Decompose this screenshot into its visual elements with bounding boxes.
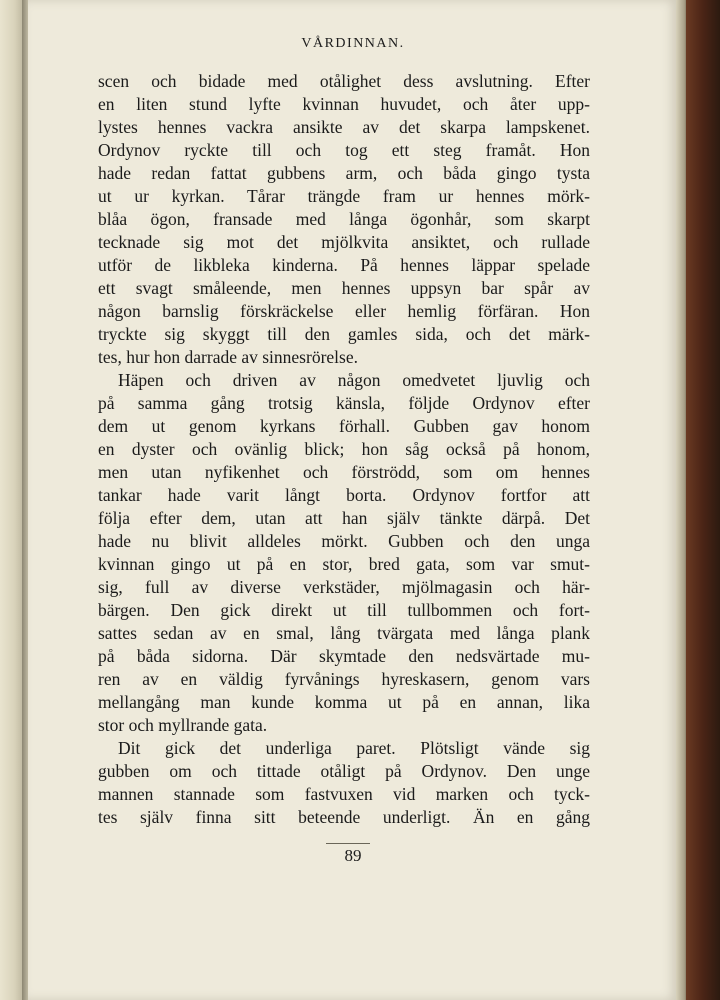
text-line: lystes hennes vackra ansikte av det skarpa lampskenet. [98, 117, 590, 137]
text-line: men utan nyfikenhet och förströdd, som om hennes [98, 462, 590, 482]
text-line: hade redan fattat gubbens arm, och båda gingo tysta [98, 163, 590, 183]
facing-page-edge [0, 0, 24, 1000]
text-line: tryckte sig skyggt till den gamles sida, och det märk- [98, 324, 590, 344]
running-head: VÅRDINNAN. [301, 36, 405, 51]
page-number: 89 [344, 846, 362, 865]
body-text [98, 70, 590, 829]
text-line: tes, hur hon darrade av sinnesrörelse. [98, 347, 358, 367]
text-line: tecknade sig mot det mjölkvita ansiktet, och rullade [98, 232, 590, 252]
text-line: Ordynov ryckte till och tog ett steg framåt. Hon [98, 140, 590, 160]
text-line: Dit gick det underliga paret. Plötsligt vände sig [118, 738, 590, 758]
text-line: ett svagt småleende, men hennes uppsyn bar spår av [98, 278, 590, 298]
text-line: mellangång man kunde komma ut på en annan, lika [98, 692, 590, 712]
text-line: scen och bidade med otålighet dess avslutning. Efter [98, 71, 590, 91]
text-line: tes själv finna sitt beteende underligt. Än en gång [98, 807, 590, 827]
text-line: mannen stannade som fastvuxen vid marken och tyck- [98, 784, 590, 804]
text-line: hade nu blivit alldeles mörkt. Gubben och den unga [98, 531, 590, 551]
text-line: utför de likbleka kinderna. På hennes läppar spelade [98, 255, 590, 275]
text-line: Häpen och driven av någon omedvetet ljuvlig och [118, 370, 590, 390]
text-line: sig, full av diverse verkstäder, mjölmagasin och här- [98, 577, 590, 597]
text-line: på båda sidorna. Där skymtade den nedsvärtade mu- [98, 646, 590, 666]
text-line: ren av en väldig fyrvånings hyreskasern, genom vars [98, 669, 590, 689]
book-cover-edge [686, 0, 720, 1000]
text-line: gubben om och tittade otåligt på Ordynov. Den unge [98, 761, 590, 781]
text-line: bärgen. Den gick direkt ut till tullbommen och fort- [98, 600, 590, 620]
book-page [28, 0, 678, 1000]
text-line: på samma gång trotsig känsla, följde Ordynov efter [98, 393, 590, 413]
text-line: ut ur kyrkan. Tårar trängde fram ur hennes mörk- [98, 186, 590, 206]
folio-rule [326, 843, 370, 844]
text-line: tankar hade varit långt borta. Ordynov fortfor att [98, 485, 590, 505]
text-line: en liten stund lyfte kvinnan huvudet, och åter upp- [98, 94, 590, 114]
text-line: sattes sedan av en smal, lång tvärgata med långa plank [98, 623, 590, 643]
text-line: någon barnslig förskräckelse eller hemlig förfäran. Hon [98, 301, 590, 321]
text-line: följa efter dem, utan att han själv tänkte därpå. Det [98, 508, 590, 528]
text-line: stor och myllrande gata. [98, 715, 268, 735]
text-line: kvinnan gingo ut på en stor, bred gata, som var smut- [98, 554, 590, 574]
text-line: blåa ögon, fransade med långa ögonhår, som skarpt [98, 209, 590, 229]
text-line: dem ut genom kyrkans förhall. Gubben gav honom [98, 416, 590, 436]
text-line: en dyster och ovänlig blick; hon såg också på honom, [98, 439, 590, 459]
